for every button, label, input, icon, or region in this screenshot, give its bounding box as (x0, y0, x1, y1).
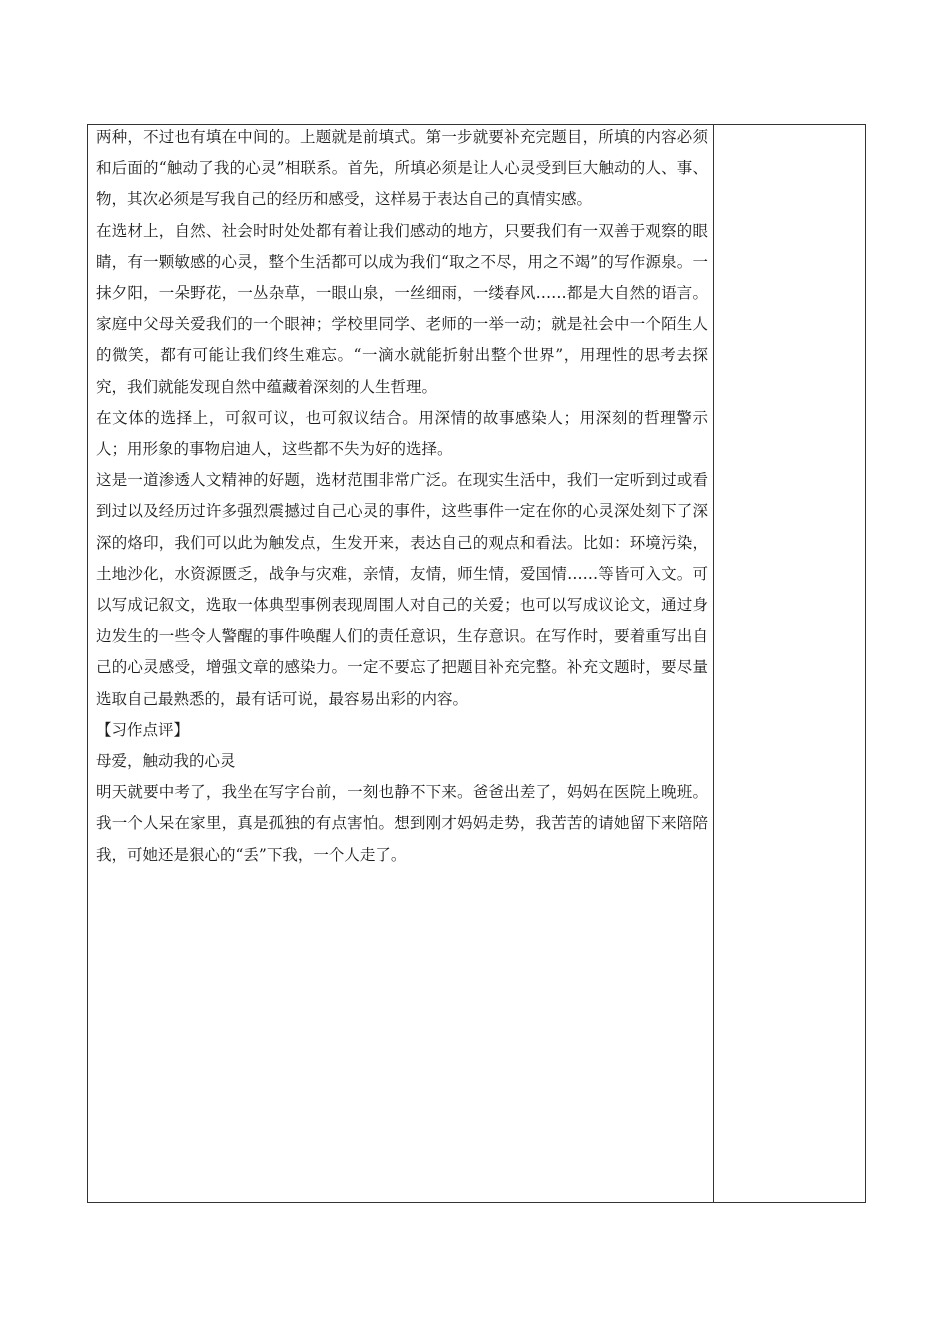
column-divider (713, 125, 714, 1202)
content-table (87, 124, 866, 1203)
section-heading: 【习作点评】 (96, 720, 190, 739)
paragraph-topic-range: 这是一道渗透人文精神的好题，选材范围非常广泛。在现实生活中，我们一定听到过或看到过以及经历过许多强烈震撼过自己心灵的事件，这些事件一定在你的心灵深处刻下了深深的烙印，我们可以此为触发点，生发开来，表达自己的观点和看法。比如：环境污染，土地沙化，水资源匮乏，战争与灾难，亲情，友情，师生情，爱国情……等皆可入文。可以写成记叙文，选取一体典型事例表现周围人对自己的关爱；也可以写成议论文，通过身边发生的一些令人警醒的事件唤醒人们的责任意识，生存意识。在写作时，要着重写出自己的心灵感受，增强文章的感染力。一定不要忘了把题目补充完整。补充文题时，要尽量选取自己最熟悉的，最有话可说，最容易出彩的内容。 (96, 471, 708, 708)
paragraph-material-selection: 在选材上，自然、社会时时处处都有着让我们感动的地方，只要我们有一双善于观察的眼睛，有一颗敏感的心灵，整个生活都可以成为我们“取之不尽，用之不竭”的写作源泉。一抹夕阳，一朵野花，一丛杂草，一眼山泉，一丝细雨，一缕春风……都是大自然的语言。家庭中父母关爱我们的一个眼神；学校里同学、老师的一举一动；就是社会中一个陌生人的微笑，都有可能让我们终生难忘。“一滴水就能折射出整个世界”，用理性的思考去探究，我们就能发现自然中蕴藏着深刻的人生哲理。 (96, 221, 708, 396)
essay-paragraph: 明天就要中考了，我坐在写字台前，一刻也静不下来。爸爸出差了，妈妈在医院上晚班。我一个人呆在家里，真是孤独的有点害怕。想到刚才妈妈走势，我苦苦的请她留下来陪陪我，可她还是狠心的“丢”下我，一个人走了。 (96, 783, 708, 864)
main-text-cell (96, 125, 708, 871)
paragraph-genre-choice: 在文体的选择上，可叙可议，也可叙议结合。用深情的故事感染人；用深刻的哲理警示人；用形象的事物启迪人，这些都不失为好的选择。 (96, 408, 708, 459)
paragraph-topic-analysis: 两种，不过也有填在中间的。上题就是前填式。第一步就要补充完题目，所填的内容必须和后面的“触动了我的心灵”相联系。首先，所填必须是让人心灵受到巨大触动的人、事、物，其次必须是写我自己的经历和感受，这样易于表达自己的真情实感。 (96, 128, 708, 209)
essay-title: 母爱，触动我的心灵 (96, 752, 236, 771)
notes-cell (715, 125, 865, 1202)
